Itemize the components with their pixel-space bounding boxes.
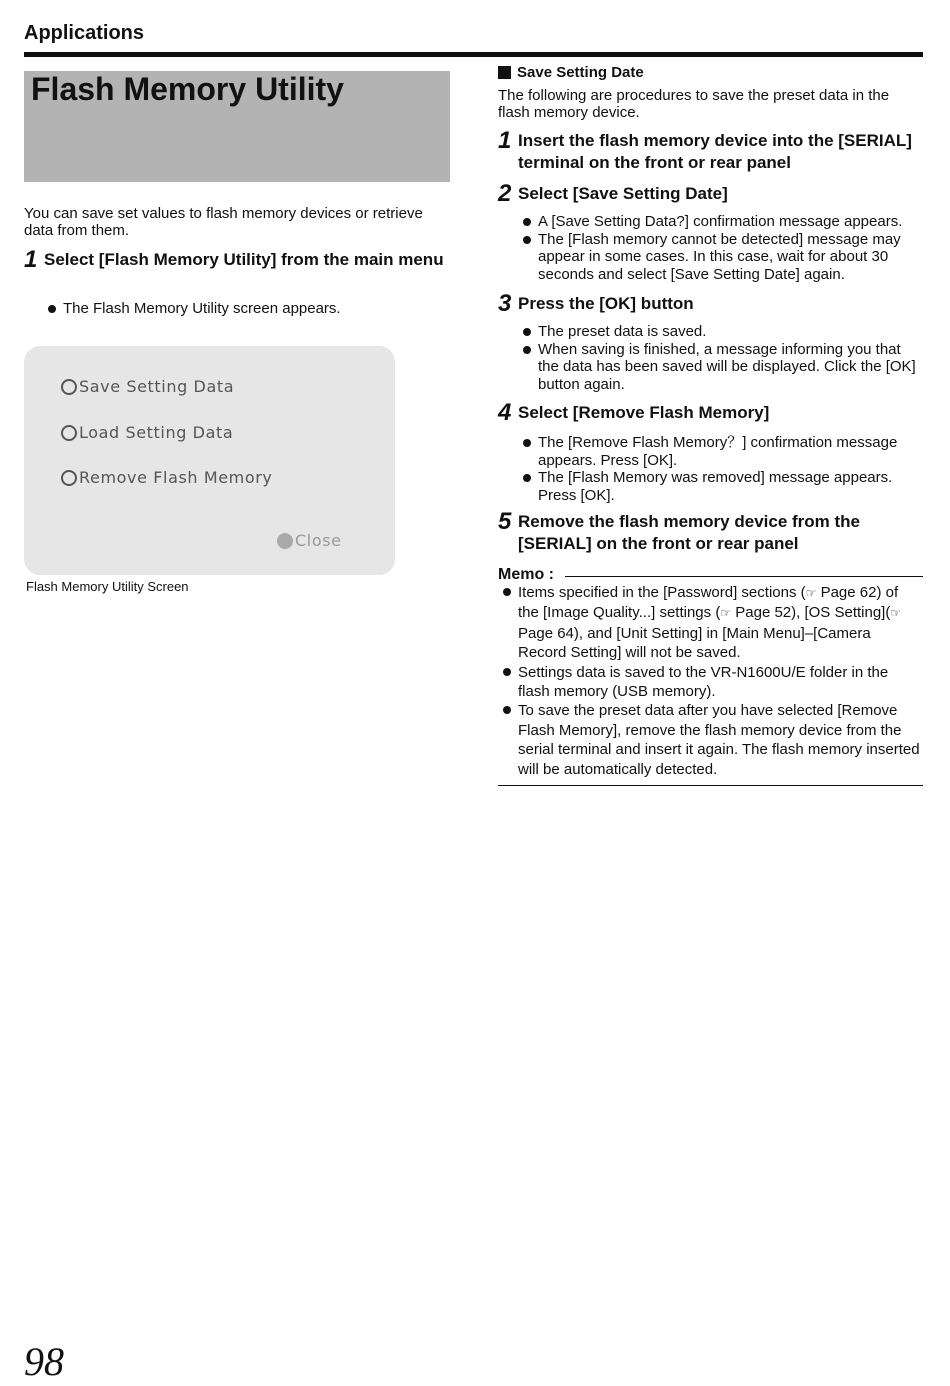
menu-item-label: Load Setting Data — [79, 423, 234, 442]
flash-memory-utility-screen — [24, 346, 395, 575]
subheading-text: Save Setting Date — [517, 64, 644, 81]
right-intro: The following are procedures to save the preset data in the flash memory device. — [498, 87, 890, 121]
step-text: Select [Remove Flash Memory] — [518, 403, 770, 422]
memo-bottom-rule — [498, 785, 923, 786]
memo-list — [502, 583, 923, 779]
step-number: 3 — [498, 290, 512, 317]
step-3-bullets — [522, 323, 923, 393]
page-number: 98 — [24, 1339, 64, 1384]
step-number: 1 — [24, 246, 38, 273]
page-title: Flash Memory Utility — [31, 71, 344, 107]
list-item: The [Flash memory cannot be detected] message may appear in some cases. In this case, wait for about 30 seconds and select [Save Setting Date] again. — [522, 231, 923, 284]
right-step-4 — [498, 399, 923, 426]
list-item: The Flash Memory Utility screen appears. — [47, 300, 447, 318]
left-bullets — [47, 300, 447, 318]
step-number: 1 — [498, 127, 512, 154]
list-item: The [Flash Memory was removed] message appears. Press [OK]. — [522, 469, 923, 504]
memo-rule — [565, 576, 923, 577]
left-step-1 — [24, 246, 444, 273]
menu-item-remove-flash-memory[interactable] — [61, 468, 273, 487]
right-step-3 — [498, 290, 923, 317]
menu-item-label: Remove Flash Memory — [79, 468, 273, 487]
step-number: 4 — [498, 399, 512, 426]
step-2-bullets — [522, 213, 923, 283]
memo-text: Page 52), [OS Setting]( — [735, 604, 891, 622]
title-box — [24, 71, 450, 182]
page-ref-icon: ☞ — [805, 586, 817, 600]
menu-item-label: Save Setting Data — [79, 377, 235, 396]
radio-icon — [61, 379, 77, 395]
page-ref-icon: ☞ — [720, 606, 732, 621]
list-item: The preset data is saved. — [522, 323, 923, 341]
step-text: Press the [OK] button — [518, 294, 694, 313]
step-number: 5 — [498, 508, 512, 535]
menu-item-save-setting-data[interactable] — [61, 377, 234, 396]
section-header: Applications — [24, 22, 145, 44]
step-number: 2 — [498, 180, 512, 207]
radio-icon — [61, 425, 77, 441]
step-text: Insert the flash memory device into the [SERIAL] terminal on the front or rear panel — [518, 131, 912, 172]
right-step-5 — [498, 508, 923, 555]
memo-item: To save the preset data after you have selected [Remove Flash Memory], remove the flash memory device from the serial terminal and insert it again. The flash memory inserted will be automatically detected. — [502, 701, 923, 779]
radio-icon — [61, 470, 77, 486]
header-rule — [24, 52, 923, 57]
list-item: When saving is finished, a message informing you that the data has been saved will be displayed. Click the [OK] button again. — [522, 341, 923, 394]
step-text: Select [Flash Memory Utility] from the main menu — [44, 250, 444, 269]
memo-text: Page 64), and [Unit Setting] in [Main Menu]–[Camera Record Setting] will not be saved. — [518, 624, 871, 662]
subheading — [498, 64, 644, 81]
intro-text: You can save set values to flash memory devices or retrieve data from them. — [24, 205, 423, 239]
memo-item: Settings data is saved to the VR-N1600U/E folder in the flash memory (USB memory). — [502, 663, 923, 702]
memo-item — [502, 583, 923, 663]
filled-circle-icon — [277, 533, 293, 549]
memo-title: Memo : — [498, 566, 558, 584]
screen-caption: Flash Memory Utility Screen — [26, 579, 189, 594]
step-text: Remove the flash memory device from the [SERIAL] on the front or rear panel — [518, 512, 861, 553]
close-label: Close — [295, 531, 342, 550]
list-item: A [Save Setting Data?] confirmation message appears. — [522, 213, 923, 231]
right-step-2 — [498, 180, 923, 207]
memo-text: Items specified in the [Password] sections ( — [518, 584, 806, 601]
menu-item-load-setting-data[interactable] — [61, 423, 233, 442]
step-4-bullets — [522, 434, 923, 504]
memo-text: Page 62) of the [Image Quality...] settings ( — [518, 584, 899, 622]
close-button[interactable] — [277, 531, 342, 550]
right-step-1 — [498, 127, 923, 174]
page-ref-icon: ☞ — [890, 606, 902, 621]
step-text: Select [Save Setting Date] — [518, 184, 728, 203]
square-bullet-icon — [498, 66, 511, 79]
list-item: The [Remove Flash Memory？] confirmation message appears. Press [OK]. — [522, 434, 923, 469]
